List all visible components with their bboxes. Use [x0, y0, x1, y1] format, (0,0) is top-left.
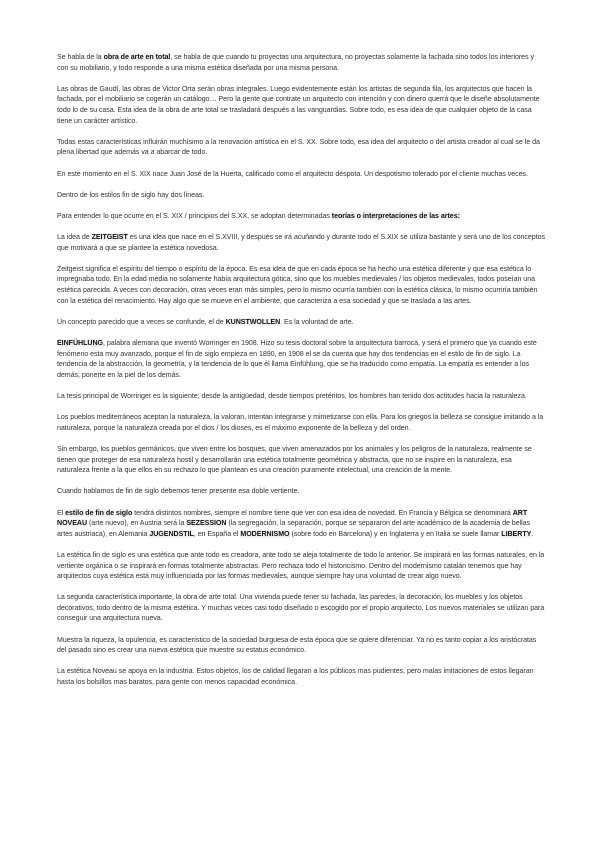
highlighted-term: ZEITGEIST [91, 233, 128, 242]
highlighted-term: KUNSTWOLLEN [225, 317, 281, 326]
text-run: (arte nuevo), en Austria será la [87, 519, 187, 528]
text-run: . Es la voluntad de arte. [280, 317, 354, 326]
text-run: Todas estas características influirán muchísimo a la renovación artística en el S. XX. Sobre todo, esa idea del arquitecto o del artista creador al cual se le da plena libertad que además va a abarcar de todo. [57, 137, 540, 157]
text-run: La idea de [57, 233, 92, 242]
text-run: Cuando hablamos de fin de siglo debemos tener presente esa doble vertiente. [57, 487, 300, 496]
paragraph [57, 486, 545, 497]
paragraph [57, 317, 545, 328]
text-run: Las obras de Gaudí, las obras de Victor Orta serán obras integrales. Luego evidentemente están los artistas de segunda fila, los arquitectos que hacen la fachada, por el mobiliario se cogerán un catálogo… Pero la gente que contrate un arquitecto con intención y con dinero querrá que le diseñe absolutamente todo lo de su casa. Esta idea de la obra de arte total se trasladará después a las vanguardias. Sobre todo, es esa idea de que cualquier objeto de la casa tiene un carácter artístico. [57, 84, 540, 125]
paragraph [57, 592, 545, 624]
text-run: tendrá distintos nombres, siempre el nombre tiene que ver con esa idea de novedad. En Francia y Bélgica se denominará [132, 508, 513, 517]
text-run: La estética Noveau se apoya en la industria. Estos objetos, los de calidad llegaran a los públicos mas pudientes, pero malas imitaciones de estos llegaran hasta los bolsillos mas baratos, para gente con menos capacidad económica. [57, 667, 534, 687]
paragraph [57, 137, 545, 158]
paragraph [57, 84, 545, 126]
highlighted-term: estilo de fin de siglo [65, 508, 133, 517]
text-run: Un concepto parecido que a veces se confunde, el de [57, 317, 226, 326]
text-run: Dentro de los estilos fin de siglo hay dos líneas. [57, 190, 205, 199]
text-run: Muestra la riqueza, la opulencia, es característico de la sociedad burguesa de esta época que se quiere diferenciar. Ya no es tanto copiar a los aristócratas del pasado sino es crear una nueva estética que muestre su estatus económico. [57, 635, 537, 655]
text-run: Se habla de la [57, 53, 104, 61]
text-run: En este momento en el S. XIX nace Juan José de la Huerta, calificado como el arquitecto déspota. Un despotismo tolerado por el cliente muchas veces. [57, 169, 528, 178]
text-run: Zeitgeist significa el espíritu del tiempo o espíritu de la época. Es esa idea de que en cada época se ha hecho una estética diferente y que esa estética lo impregnaba todo. En la edad media no solamente había arquitectura gótica, sino que los muebles medievales / los objetos medievales, todos poseían una estética parecida. A veces con decoración, otras veces eran más simples, pero lo mismo ocurría también con la estética clásica, lo mismo ocurriría también con la estética del renacimiento. Hay algo que se mueve en el ambiente, que caracteriza a esa sociedad y que se traslada a las artes. [57, 264, 538, 305]
paragraph [57, 52, 545, 73]
paragraph [57, 635, 545, 656]
text-run: Para entender lo que ocurre en el S. XIX / principios del S.XX, se adoptan determinadas [57, 211, 332, 220]
highlighted-term: EINFÜHLUNG [57, 339, 104, 348]
paragraph [57, 508, 545, 540]
highlighted-term: LIBERTY [501, 529, 532, 538]
paragraph [57, 550, 545, 582]
text-run: . [531, 529, 534, 538]
paragraph [57, 211, 545, 222]
paragraph [57, 264, 545, 306]
document-page [57, 52, 545, 698]
paragraph [57, 666, 545, 687]
text-run: Los pueblos mediterráneos aceptan la naturaleza, la valoran, intentan integrarse y mimetizarse con ella. Para los griegos la belleza se consigue imitando a la naturaleza, porque la naturaleza creada por el dios / los dioses, es el máximo exponente de la belleza y del orden. [57, 413, 544, 432]
text-run: , en España el [193, 529, 241, 538]
paragraph [57, 391, 545, 402]
highlighted-term: teorías o interpretaciones de las artes: [331, 211, 460, 220]
text-run: es una idea que nace en el S.XVIII, y después se irá acuñando y durante todo el S.XIX se utiliza bastante y será uno de los conceptos que motivará a que se plantee la estética novedosa. [57, 233, 546, 252]
paragraph [57, 444, 545, 476]
text-run: (la segregación, la separación, porque se separaron del arte académico de la academia de bellas artes austriaca), en Alemania [57, 519, 531, 538]
text-run: La estética fin de siglo es una estética que ante todo es creadora, ante todo se aleja totalmente de todo lo anterior. Se inspirará en las formas naturales, en la vertiente orgánica o se inspirará en formas totalmente abstractas. Pero rechaza todo el historicismo. Dentro del modernismo catalán tenemos que hay arquitectos cuya estética está muy influenciada por las formas medievales, aunque siempre hay una voluntad de crear algo nuevo. [57, 550, 545, 581]
paragraph [57, 232, 545, 253]
text-run: , se habla de que cuando tu proyectas una arquitectura, no proyectas solamente la fachada sino todos los interiores y con su mobiliario, y todo responde a una misma estética diseñada por una misma persona. [57, 53, 534, 72]
highlighted-term: SEZESSION [186, 519, 227, 528]
text-run: (sobre todo en Barcelona) y en Inglaterra y en Italia se suele llamar [289, 529, 502, 538]
paragraph [57, 190, 545, 201]
highlighted-term: obra de arte en total [103, 53, 171, 61]
text-run: La tesis principal de Worringer es la siguiente; desde la antigüedad, desde tiempos pretéritos, los hombres han tenido dos actitudes hacia la naturaleza. [57, 392, 527, 400]
highlighted-term: ART NOVEAU [57, 508, 528, 528]
text-run: El [57, 508, 66, 517]
text-run: , palabra alemana que inventó Worringer en 1908. Hizo su tesis doctoral sobre la arquitectura barroca, y será el primero que ya cuando este fenómeno esta muy avanzado, porque el fin de siglo empieza en 1890, en 1908 el se da cuenta que hay dos tendencias en el estilo de fin de siglo. La tendencia de la abstracción, la geometría, y la tendencia de lo que él llama Einfühlung, que se ha traducido como empatía. La empatía es entender a los demás, ponerte en la piel de los demás. [57, 339, 537, 379]
paragraph [57, 169, 545, 180]
paragraph [57, 412, 545, 433]
highlighted-term: JUGENDSTIL [149, 529, 194, 538]
highlighted-term: MODERNISMO [240, 529, 290, 538]
text-run: La segunda característica importante, la obra de arte total. Una vivienda puede tener su fachada, las paredes, la decoración, los muebles y los objetos decorativos, todo dentro de la misma estética. Y muchas veces casi todo diseñado o escogido por el propio arquitecto. Los nuevos materiales se utilizan para conseguir una arquitectura nueva. [57, 593, 545, 623]
paragraph [57, 338, 545, 380]
text-run: Sin embargo, los pueblos germánicos, que viven entre los bosques, que viven amenazados por los animales y los peligros de la naturaleza, realmente se tienen que proteger de esa naturaleza hostil y desarrollarán una estética totalmente geométrica y abstracta, que no se inspire en la naturaleza, esa naturaleza frente a la que ellos en su rechazo lo que plantean es una creación puramente intelectual, una creación de la mente. [57, 444, 532, 475]
